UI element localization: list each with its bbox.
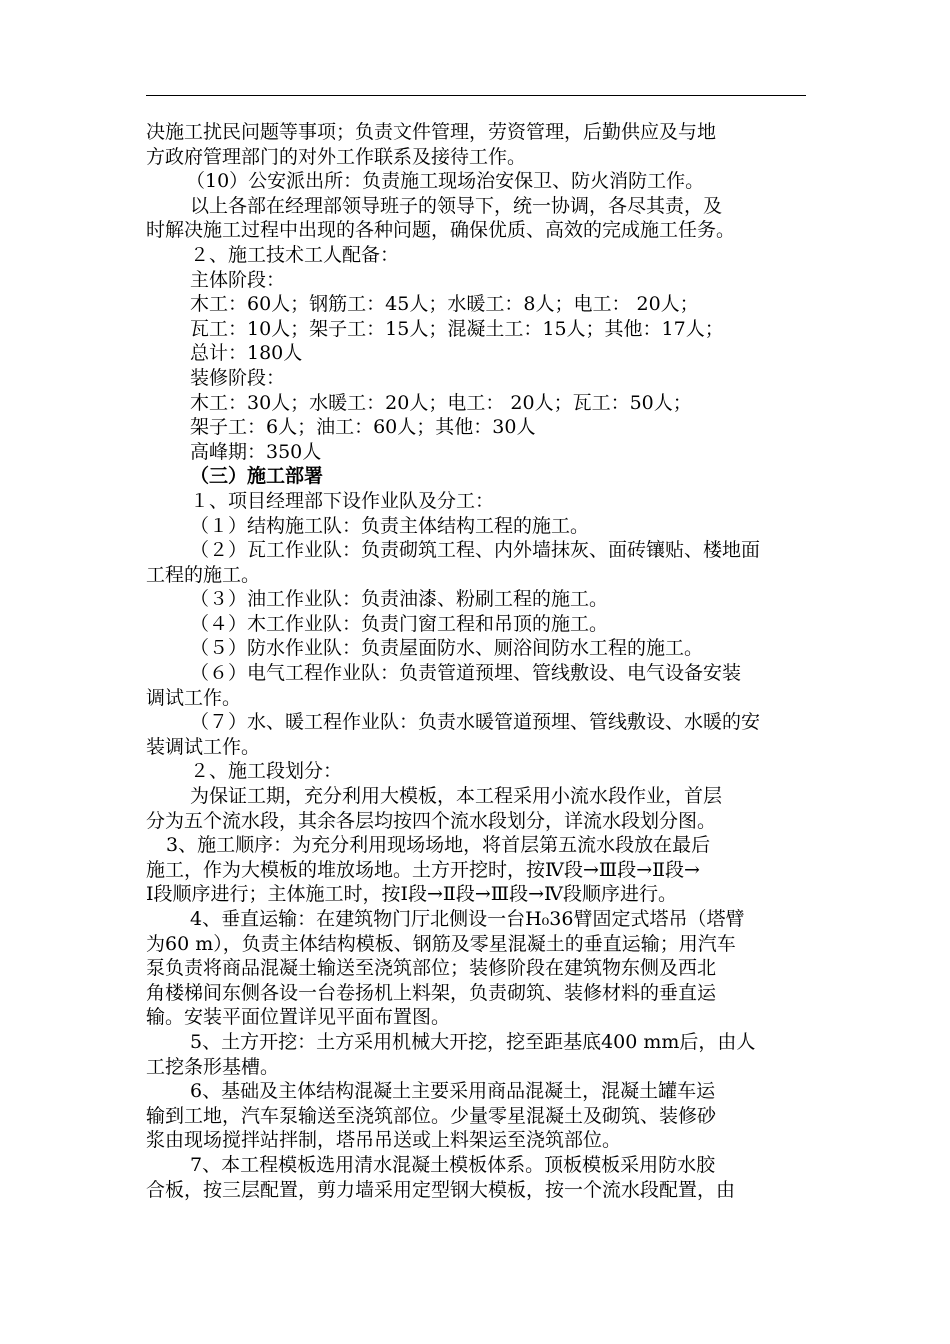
paragraph-line: 为保证工期，充分利用大模板，本工程采用小流水段作业，首层	[190, 785, 723, 808]
paragraph-line: （５）防水作业队：负责屋面防水、厕浴间防水工程的施工。	[190, 637, 704, 660]
paragraph-line: 工程的施工。	[146, 563, 261, 586]
paragraph-line: 木工：60人；钢筋工：45人；水暖工：8人；电工： 20人；	[190, 293, 699, 316]
paragraph-line: 输到工地，汽车泵输送至浇筑部位。少量零星混凝土及砌筑、装修砂	[146, 1104, 717, 1127]
paragraph-line: 总计：180人	[190, 342, 303, 365]
paragraph-line: 方政府管理部门的对外工作联系及接待工作。	[146, 145, 527, 168]
paragraph-line: 浆由现场搅拌站拌制，塔吊吊送或上料架运至浇筑部位。	[146, 1129, 622, 1152]
paragraph-line: （３）油工作业队：负责油漆、粉刷工程的施工。	[190, 588, 609, 611]
paragraph-line: 工挖条形基槽。	[146, 1055, 280, 1078]
paragraph-line: （７）水、暖工程作业队：负责水暖管道预埋、管线敷设、水暖的安	[190, 711, 761, 734]
paragraph-line: 施工，作为大模板的堆放场地。土方开挖时，按Ⅳ段→Ⅲ段→Ⅱ段→	[146, 858, 700, 881]
paragraph-line: １、项目经理部下设作业队及分工：	[190, 489, 495, 512]
paragraph-line: （10）公安派出所：负责施工现场治安保卫、防火消防工作。	[186, 170, 705, 193]
paragraph-line: 4、垂直运输：在建筑物门厅北侧设一台H₀36臂固定式塔吊（塔臂	[190, 908, 745, 930]
document-body	[146, 120, 808, 1202]
paragraph-line: 泵负责将商品混凝土输送至浇筑部位；装修阶段在建筑物东侧及西北	[146, 957, 717, 980]
header-rule	[146, 95, 806, 96]
section-heading: ２、施工段划分：	[190, 760, 343, 783]
paragraph-line: Ⅰ段顺序进行；主体施工时，按Ⅰ段→Ⅱ段→Ⅲ段→Ⅳ段顺序进行。	[146, 883, 677, 906]
paragraph-line: 3、施工顺序：为充分利用现场场地，将首层第五流水段放在最后	[166, 834, 711, 857]
paragraph-line: 为60 m），负责主体结构模板、钢筋及零星混凝土的垂直运输；用汽车	[146, 932, 736, 955]
paragraph-line: 以上各部在经理部领导班子的领导下，统一协调，各尽其责，及	[190, 194, 723, 217]
paragraph-line: 木工：30人；水暖工：20人；电工： 20人；瓦工：50人；	[190, 391, 692, 414]
paragraph-line: 角楼梯间东侧各设一台卷扬机上料架，负责砌筑、装修材料的垂直运	[146, 981, 717, 1004]
paragraph-line: 分为五个流水段，其余各层均按四个流水段划分，详流水段划分图。	[146, 809, 717, 832]
paragraph-line: 高峰期：350人	[190, 440, 322, 463]
paragraph-line: 决施工扰民问题等事项；负责文件管理，劳资管理，后勤供应及与地	[146, 121, 717, 143]
section-heading: ２、施工技术工人配备：	[190, 243, 400, 266]
section-heading: （三）施工部署	[190, 465, 324, 488]
paragraph-line: 装调试工作。	[146, 735, 261, 758]
paragraph-line: （４）木工作业队：负责门窗工程和吊顶的施工。	[190, 612, 609, 635]
paragraph-line: 合板，按三层配置，剪力墙采用定型钢大模板，按一个流水段配置，由	[146, 1178, 736, 1201]
paragraph-line: （１）结构施工队：负责主体结构工程的施工。	[190, 514, 590, 537]
paragraph-line: 7、本工程模板选用清水混凝土模板体系。顶板模板采用防水胶	[190, 1153, 716, 1176]
paragraph-line: 调试工作。	[146, 686, 242, 709]
paragraph-line: 主体阶段：	[190, 268, 286, 291]
paragraph-line: 装修阶段：	[190, 366, 286, 389]
paragraph-line: 6、基础及主体结构混凝土主要采用商品混凝土，混凝土罐车运	[190, 1080, 716, 1103]
paragraph-line: 5、土方开挖：土方采用机械大开挖，挖至距基底400 mm后，由人	[190, 1030, 756, 1053]
paragraph-line: 架子工：6人；油工：60人；其他：30人	[190, 416, 536, 439]
paragraph-line: （６）电气工程作业队：负责管道预埋、管线敷设、电气设备安装	[190, 662, 742, 685]
paragraph-line: （２）瓦工作业队：负责砌筑工程、内外墙抹灰、面砖镶贴、楼地面	[190, 539, 761, 562]
paragraph-line: 输。安装平面位置详见平面布置图。	[146, 1006, 451, 1029]
paragraph-line: 时解决施工过程中出现的各种问题，确保优质、高效的完成施工任务。	[146, 219, 736, 242]
paragraph-line: 瓦工：10人；架子工：15人；混凝土工：15人；其他：17人；	[190, 317, 724, 340]
